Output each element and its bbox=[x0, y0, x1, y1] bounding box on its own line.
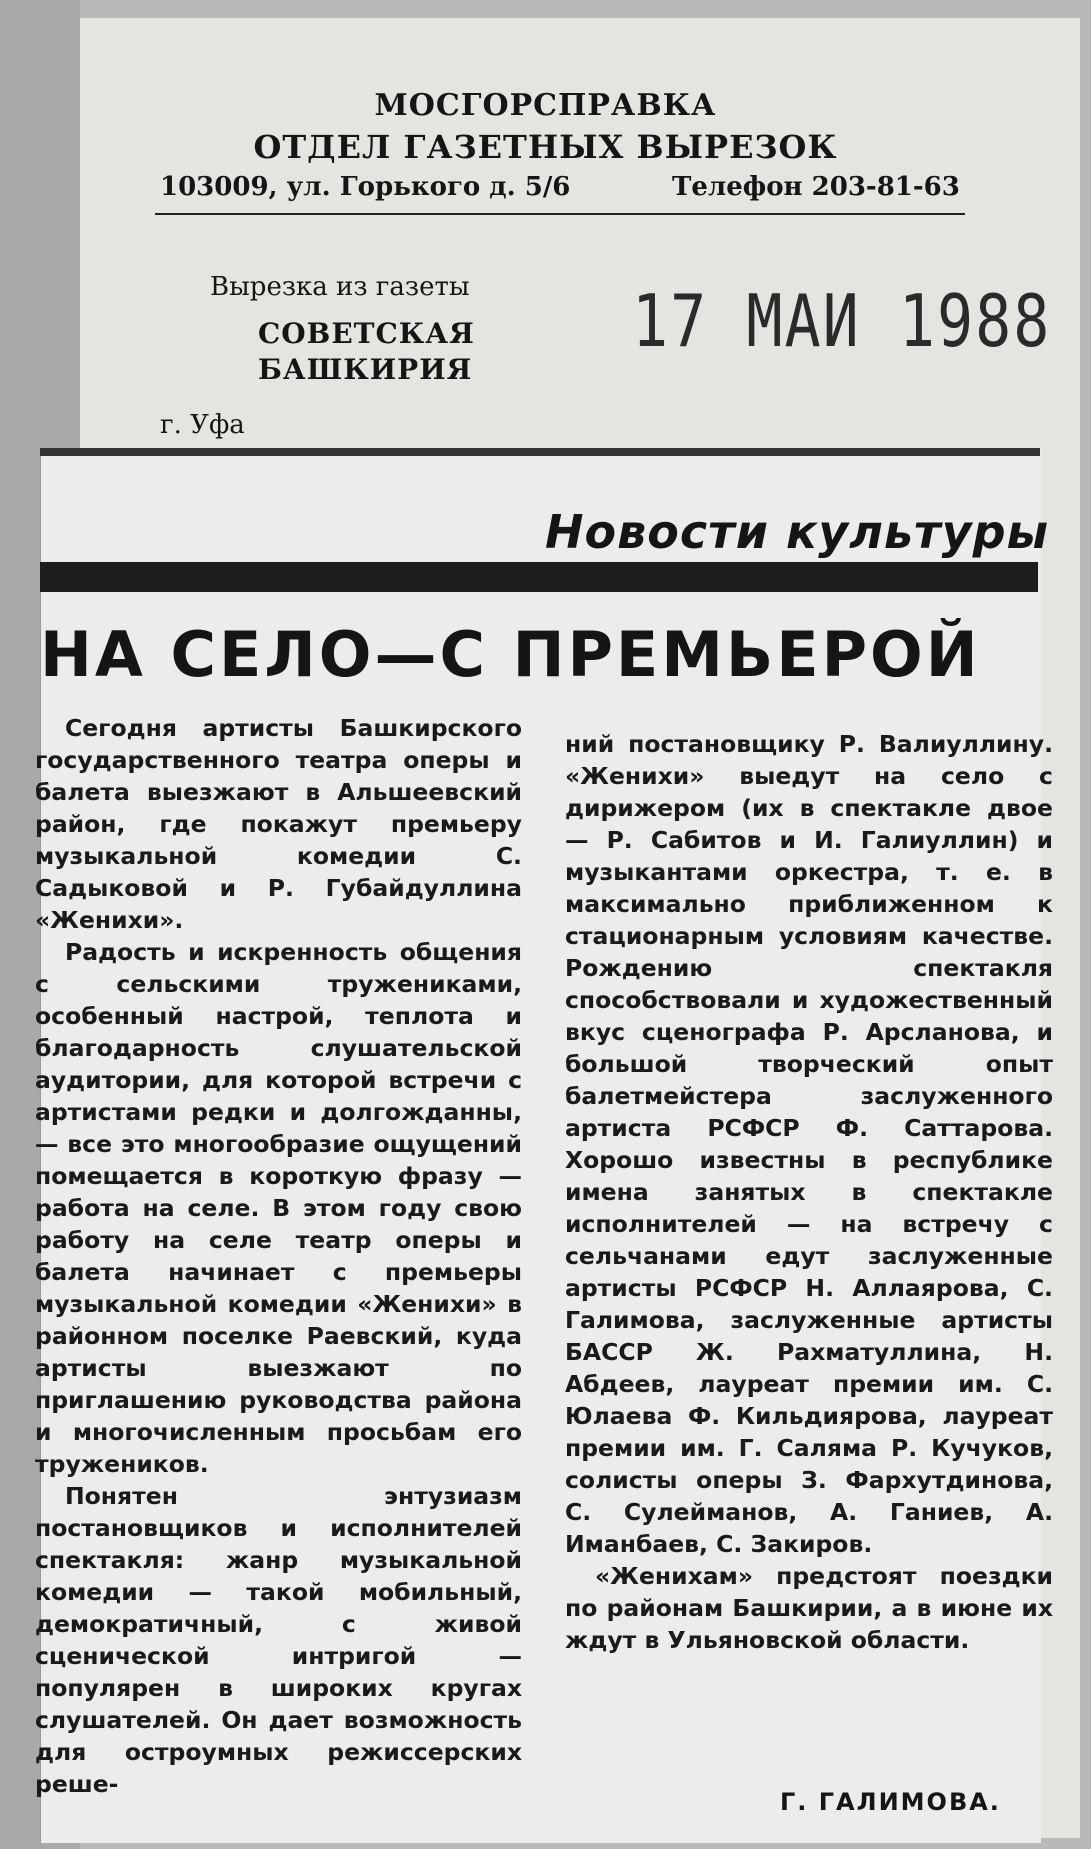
article-column-1 bbox=[35, 712, 522, 1800]
newspaper-name-line1: СОВЕТСКАЯ bbox=[258, 317, 475, 350]
paragraph: Радость и искренность общения с сельскими тружениками, особенный настрой, теплота и благодарность слушательской аудитории, для которой встречи с артистами редки и долгожданны, — все это многообразие ощущений помещается в короткую фразу — работа на селе. В этом году свою работу на селе театр оперы и балета начинает с премьеры музыкальной комедии «Женихи» в районном поселке Раевский, куда артисты выезжают по приглашению руководства района и многочисленным просьбам его тружеников. bbox=[35, 938, 522, 1478]
header-divider bbox=[155, 213, 965, 215]
department-name: ОТДЕЛ ГАЗЕТНЫХ ВЫРЕЗОК bbox=[253, 128, 838, 166]
agency-address: 103009, ул. Горького д. 5/6 bbox=[160, 172, 571, 202]
date-stamp: 17 МАИ 1988 bbox=[632, 280, 1052, 364]
agency-name: МОСГОРСПРАВКА bbox=[374, 88, 717, 123]
newspaper-city: г. Уфа bbox=[160, 410, 245, 440]
paragraph: «Женихам» предстоят поездки по районам Башкирии, а в июне их ждут в Ульяновской области. bbox=[565, 1562, 1053, 1654]
clipping-label: Вырезка из газеты bbox=[210, 272, 470, 302]
paragraph: Понятен энтузиазм постановщиков и исполнителей спектакля: жанр музыкальной комедии — такой мобильный, демократичный, с живой сценической интригой — популярен в широких кругах слушателей. Он дает возможность для остроумных режиссерских реше- bbox=[35, 1482, 522, 1798]
article-column-2 bbox=[565, 728, 1053, 1656]
paragraph: ний постановщику Р. Валиуллину. «Женихи» выедут на село с дирижером (их в спектакле двое — Р. Сабитов и И. Галиуллин) и музыкантами оркестра, т. е. в максимально приближенном к стационарным условиям качестве. Рождению спектакля способствовали и художественный вкус сценографа Р. Арсланова, и большой творческий опыт балетмейстера заслуженного артиста РСФСР Ф. Саттарова. Хорошо известны в республике имена занятых в спектакле исполнителей — на встречу с сельчанами едут заслуженные артисты РСФСР Н. Аллаярова, С. Галимова, заслуженные артисты БАССР Ж. Рахматуллина, Н. Абдеев, лауреат премии им. С. Юлаева Ф. Кильдиярова, лауреат премии им. Г. Саляма Р. Кучуков, солисты оперы З. Фархутдинова, С. Сулейманов, А. Ганиев, А. Иманбаев, С. Закиров. bbox=[565, 730, 1053, 1558]
rubric-title: Новости культуры bbox=[545, 505, 1050, 559]
agency-phone: Телефон 203-81-63 bbox=[672, 172, 960, 202]
newspaper-name-line2: БАШКИРИЯ bbox=[258, 353, 473, 386]
newspaper-name bbox=[258, 316, 475, 388]
rubric-bar bbox=[40, 562, 1038, 592]
paragraph: Сегодня артисты Башкирского государственного театра оперы и балета выезжают в Альшеевский район, где покажут премьеру музыкальной комедии С. Садыковой и Р. Губайдуллина «Женихи». bbox=[35, 714, 522, 934]
article-author: Г. ГАЛИМОВА. bbox=[780, 1788, 1001, 1816]
clipping-top-edge bbox=[40, 448, 1040, 456]
article-headline: НА СЕЛО—С ПРЕМЬЕРОЙ bbox=[40, 618, 981, 691]
